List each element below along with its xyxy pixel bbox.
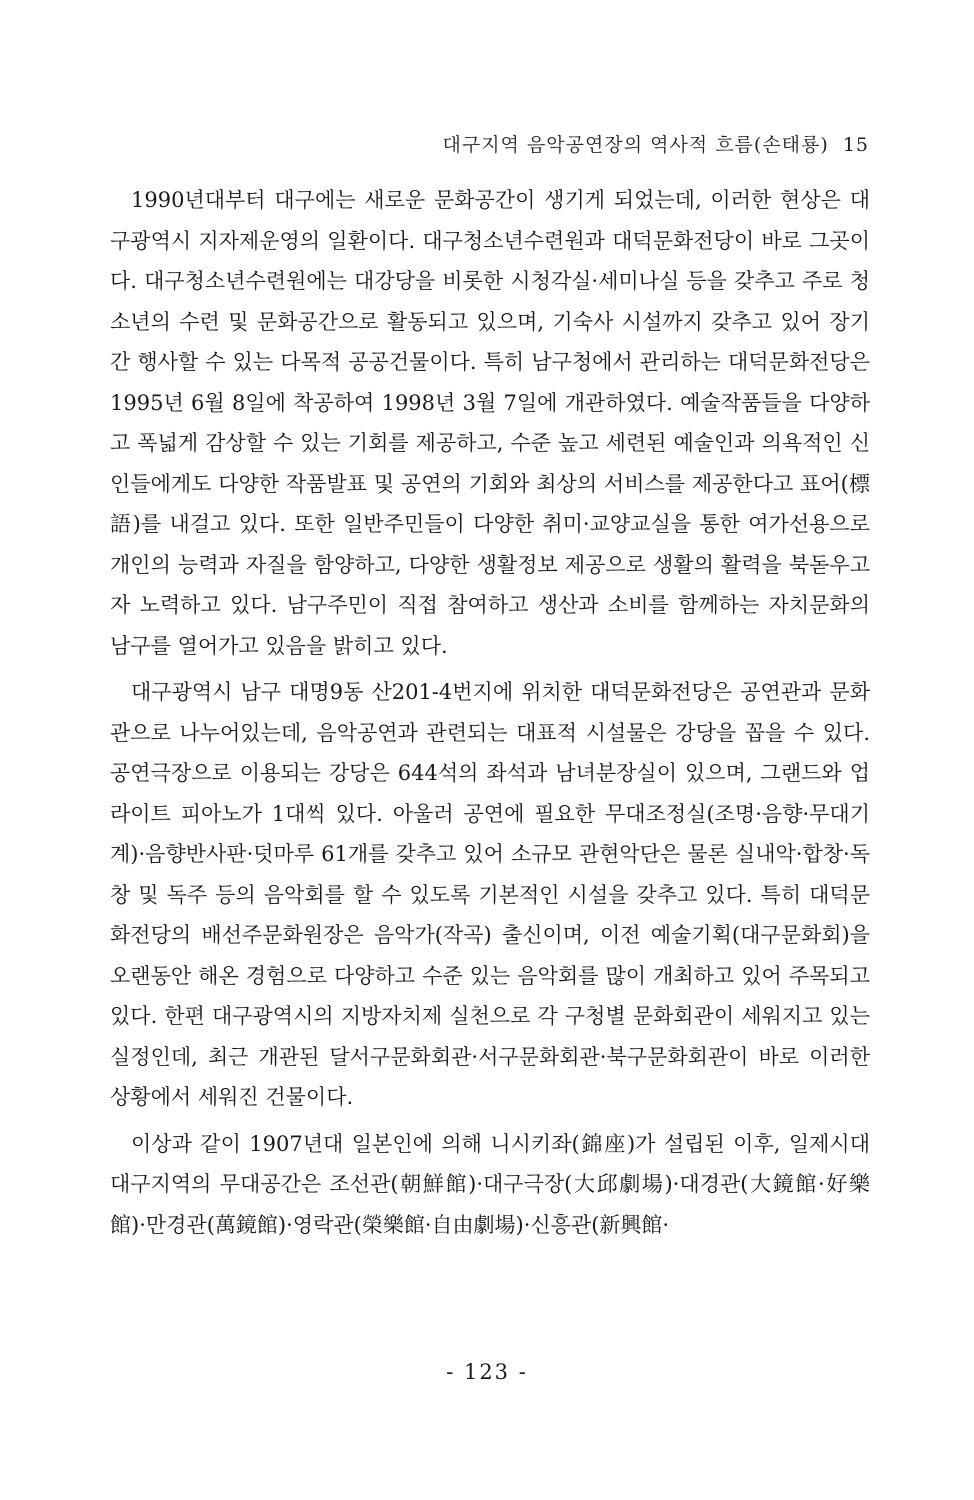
paragraph: 이상과 같이 1907년대 일본인에 의해 니시키좌(錦座)가 설립된 이후, 일제시대 대구지역의 무대공간은 조선관(朝鮮館)·대구극장(大邱劇場)·대경관(大鏡館·好樂館)·만경관(萬鏡館)·영락관(榮樂館·自由劇場)·신흥관(新興館·	[110, 1131, 870, 1237]
body-text	[110, 180, 870, 1251]
running-title: 대구지역 음악공연장의 역사적 흐름(손태룡)	[442, 134, 829, 156]
paragraph: 대구광역시 남구 대명9동 산201-4번지에 위치한 대덕문화전당은 공연관과 문화관으로 나누어있는데, 음악공연과 관련되는 대표적 시설물은 강당을 꼽을 수 있다. 공연극장으로 이용되는 강당은 644석의 좌석과 남녀분장실이 있으며, 그랜드와 업라이트 피아노가 1대씩 있다. 아울러 공연에 필요한 무대조정실(조명·음향·무대기계)·음향반사판·덧마루 61개를 갖추고 있어 소규모 관현악단은 물론 실내악·합창·독창 및 독주 등의 음악회를 할 수 있도록 기본적인 시설을 갖추고 있다. 특히 대덕문화전당의 배선주문화원장은 음악가(작곡) 출신이며, 이전 예술기획(대구문화회)을 오랜동안 해온 경험으로 다양하고 수준 있는 음악회를 많이 개최하고 있어 주목되고 있다. 한편 대구광역시의 지방자치제 실천으로 각 구청별 문화회관이 세워지고 있는 실정인데, 최근 개관된 달서구문화회관·서구문화회관·북구문화회관이 바로 이러한 상황에서 세워진 건물이다.	[110, 680, 870, 1109]
page-number: 15	[842, 134, 869, 156]
folio: - 123 -	[446, 1360, 528, 1384]
running-header	[442, 130, 869, 157]
paragraph: 1990년대부터 대구에는 새로운 문화공간이 생기게 되었는데, 이러한 현상은 대구광역시 지자제운영의 일환이다. 대구청소년수련원과 대덕문화전당이 바로 그곳이다. 대구청소년수련원에는 대강당을 비롯한 시청각실·세미나실 등을 갖추고 주로 청소년의 수련 및 문화공간으로 활동되고 있으며, 기숙사 시설까지 갖추고 있어 장기간 행사할 수 있는 다목적 공공건물이다. 특히 남구청에서 관리하는 대덕문화전당은 1995년 6월 8일에 착공하여 1998년 3월 7일에 개관하였다. 예술작품들을 다양하고 폭넓게 감상할 수 있는 기회를 제공하고, 수준 높고 세련된 예술인과 의욕적인 신인들에게도 다양한 작품발표 및 공연의 기회와 최상의 서비스를 제공한다고 표어(標語)를 내걸고 있다. 또한 일반주민들이 다양한 취미·교양교실을 통한 여가선용으로 개인의 능력과 자질을 함양하고, 다양한 생활정보 제공으로 생활의 활력을 북돋우고자 노력하고 있다. 남구주민이 직접 참여하고 생산과 소비를 함께하는 자치문화의 남구를 열어가고 있음을 밝히고 있다.	[110, 188, 870, 658]
